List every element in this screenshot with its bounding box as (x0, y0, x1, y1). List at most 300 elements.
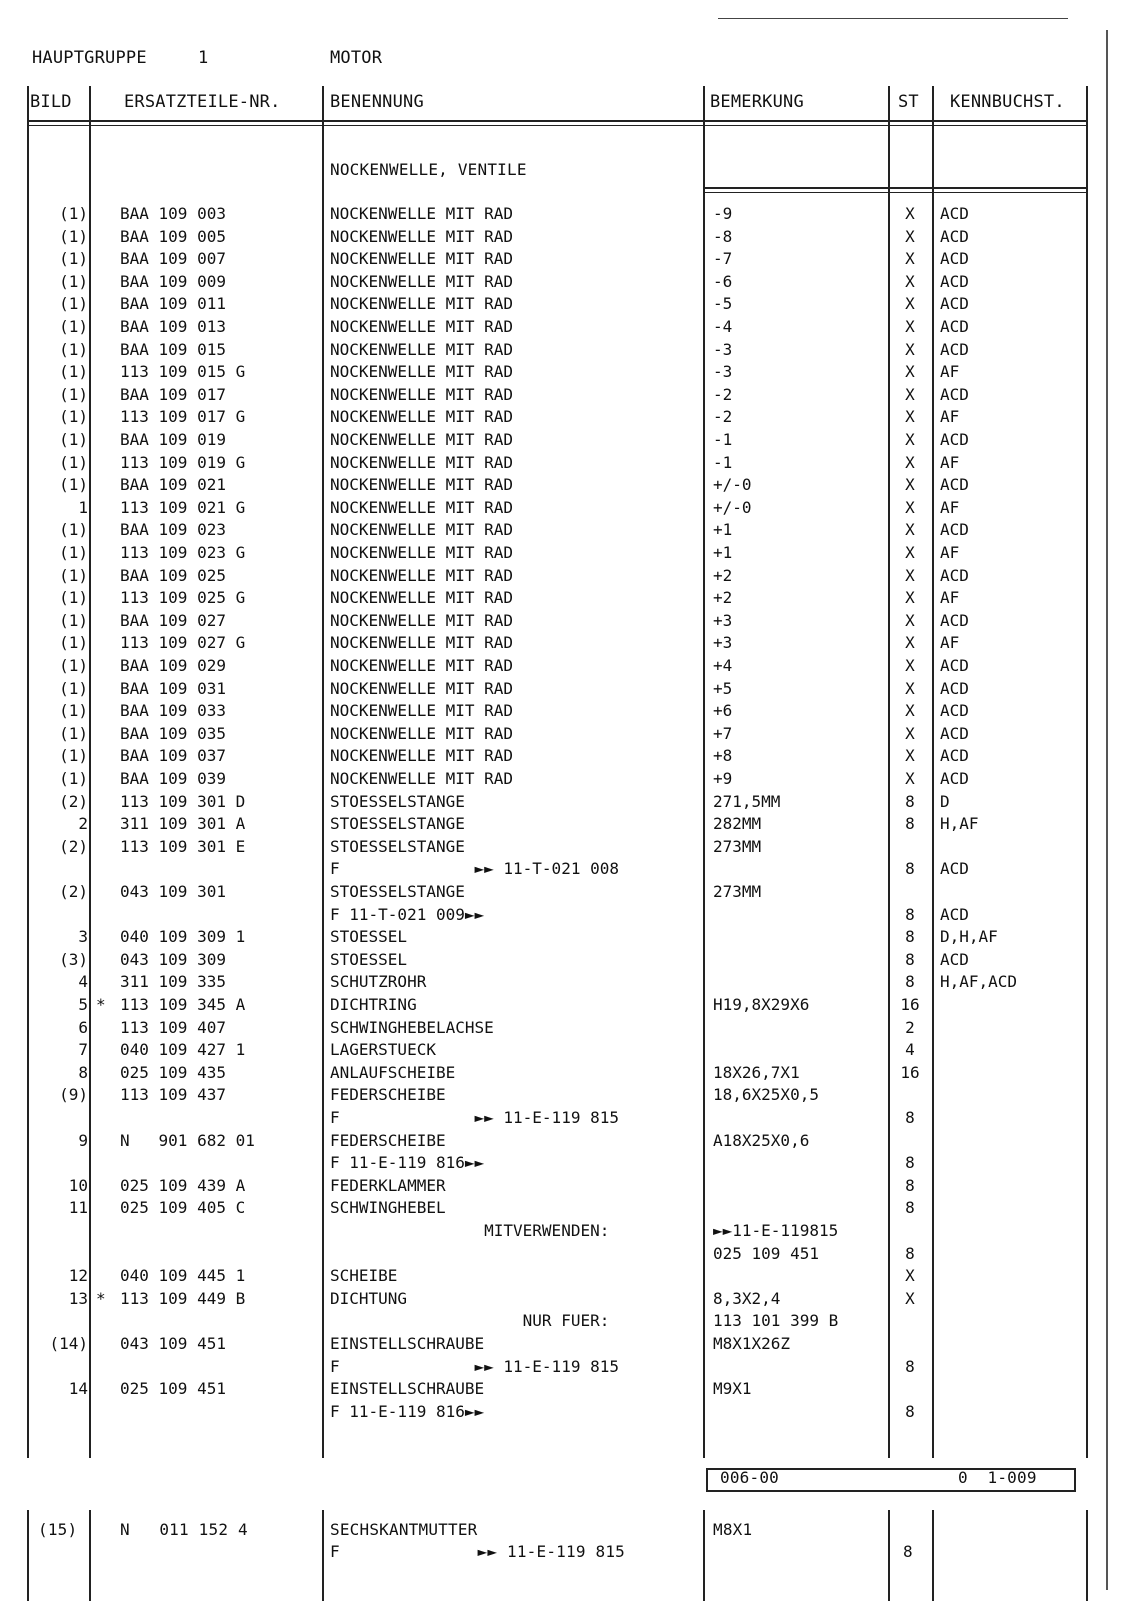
table-row (0, 1175, 1133, 1197)
row-benennung: NOCKENWELLE MIT RAD (330, 565, 514, 585)
row-part-number: BAA 109 031 (120, 678, 226, 698)
next-col-bild (89, 1510, 91, 1601)
row-benennung: F 11-E-119 816►► (330, 1401, 485, 1421)
row-kennbuchst: D (940, 791, 950, 811)
row-kennbuchst: ACD (940, 520, 969, 540)
row-bemerkung: -7 (713, 249, 733, 269)
row-bemerkung: 025 109 451 (713, 1243, 819, 1263)
next-col-bem (888, 1510, 890, 1601)
row-part-number: BAA 109 013 (120, 317, 226, 336)
row-st: X (905, 723, 915, 743)
row-benennung: STOESSELSTANGE (330, 836, 465, 856)
row-st: X (905, 610, 915, 630)
table-row (0, 474, 1133, 496)
row-bild: (1) (59, 769, 88, 788)
row-benennung: NOCKENWELLE MIT RAD (330, 723, 514, 743)
row-bild: 6 (78, 1017, 88, 1037)
row-bemerkung: M9X1 (713, 1379, 752, 1399)
row-part-number: BAA 109 037 (120, 746, 226, 766)
table-row (0, 791, 1133, 813)
row-benennung: EINSTELLSCHRAUBE (330, 1334, 485, 1353)
row-bild: 4 (78, 972, 88, 992)
row-st: X (905, 384, 915, 404)
row-bemerkung: -1 (713, 430, 733, 449)
row-bemerkung: -1 (713, 452, 733, 472)
row-bild: (1) (59, 294, 88, 314)
table-row (0, 610, 1133, 632)
row-st: X (905, 633, 915, 653)
row-part-number: 113 109 407 (120, 1017, 226, 1037)
row-benennung: F ►► 11-T-021 008 (330, 859, 619, 879)
next-col-st (932, 1510, 934, 1601)
row-part-number: N 901 682 01 (120, 1130, 255, 1150)
table-row (0, 519, 1133, 541)
row-bemerkung: -3 (713, 339, 733, 359)
row-kennbuchst: ACD (940, 249, 969, 269)
row-part-number: 113 109 023 G (120, 543, 246, 562)
row-kennbuchst: AF (940, 543, 960, 562)
row-bemerkung: +2 (713, 588, 733, 608)
next-row2-st: 8 (903, 1542, 913, 1561)
row-bild: (1) (59, 656, 88, 675)
next-row-nr: N 011 152 4 (120, 1520, 248, 1539)
row-st: 16 (900, 995, 920, 1014)
table-row (0, 678, 1133, 700)
row-bild: 9 (78, 1130, 88, 1150)
table-row (0, 1220, 1133, 1242)
row-part-number: BAA 109 003 (120, 204, 226, 223)
row-kennbuchst: D,H,AF (940, 927, 998, 947)
row-benennung: FEDERKLAMMER (330, 1175, 446, 1195)
row-bemerkung: +3 (713, 610, 733, 630)
row-benennung: NOCKENWELLE MIT RAD (330, 588, 514, 608)
row-bemerkung: +4 (713, 656, 733, 675)
row-kennbuchst: ACD (940, 204, 969, 223)
row-kennbuchst: ACD (940, 475, 969, 495)
row-benennung: NOCKENWELLE MIT RAD (330, 543, 514, 562)
row-benennung: SCHUTZROHR (330, 972, 427, 992)
table-row (0, 1197, 1133, 1219)
row-bemerkung: -2 (713, 407, 733, 427)
row-benennung: NOCKENWELLE MIT RAD (330, 362, 514, 382)
row-st: X (905, 226, 915, 246)
row-bild: 14 (68, 1379, 88, 1399)
row-bild: (1) (59, 520, 88, 540)
row-st: X (905, 588, 915, 608)
row-bild: (1) (59, 430, 88, 449)
row-part-number: BAA 109 007 (120, 249, 226, 269)
row-bild: 10 (68, 1175, 88, 1195)
row-bemerkung: 271,5MM (713, 791, 781, 811)
row-benennung: NOCKENWELLE MIT RAD (330, 769, 514, 788)
row-benennung: STOESSEL (330, 949, 408, 969)
row-bemerkung: -4 (713, 317, 733, 336)
row-benennung: FEDERSCHEIBE (330, 1085, 446, 1105)
row-part-number: 113 109 021 G (120, 497, 246, 517)
row-kennbuchst: ACD (940, 317, 969, 336)
row-bild: (1) (59, 384, 88, 404)
row-benennung: F ►► 11-E-119 815 (330, 1356, 619, 1376)
row-part-number: 043 109 451 (120, 1334, 226, 1353)
table-row (0, 1152, 1133, 1174)
row-part-number: BAA 109 035 (120, 723, 226, 743)
row-part-number: 113 109 437 (120, 1085, 226, 1105)
row-part-number: 113 109 301 D (120, 791, 246, 811)
row-benennung: NOCKENWELLE MIT RAD (330, 226, 514, 246)
row-bemerkung: M8X1X26Z (713, 1334, 791, 1353)
row-bild: (1) (59, 588, 88, 608)
row-st: X (905, 407, 915, 427)
table-row (0, 1243, 1133, 1265)
row-benennung: NOCKENWELLE MIT RAD (330, 384, 514, 404)
row-bild: (1) (59, 565, 88, 585)
row-st: X (905, 339, 915, 359)
row-bild: (1) (59, 339, 88, 359)
col-header-kb: KENNBUCHST. (950, 92, 1065, 112)
row-st: 8 (905, 814, 915, 834)
row-kennbuchst: AF (940, 588, 960, 608)
table-row (0, 1401, 1133, 1423)
table-row (0, 1356, 1133, 1378)
row-benennung: NOCKENWELLE MIT RAD (330, 610, 514, 630)
row-bemerkung: +6 (713, 701, 733, 721)
row-bemerkung: +/-0 (713, 497, 752, 517)
header-rule-top (28, 120, 1086, 122)
row-part-number: 113 109 025 G (120, 588, 246, 608)
table-row (0, 858, 1133, 880)
row-benennung: FEDERSCHEIBE (330, 1130, 446, 1150)
table-row (0, 813, 1133, 835)
table-row (0, 971, 1133, 993)
row-kennbuchst: H,AF (940, 814, 979, 834)
table-row (0, 497, 1133, 519)
row-benennung: STOESSELSTANGE (330, 791, 465, 811)
row-part-number: 113 109 449 B (120, 1288, 246, 1308)
table-row (0, 632, 1133, 654)
row-bild: (1) (59, 475, 88, 495)
row-bild: (1) (59, 226, 88, 246)
row-bild: 12 (68, 1266, 88, 1286)
row-kennbuchst: AF (940, 407, 960, 427)
row-part-number: BAA 109 039 (120, 769, 226, 788)
row-part-number: BAA 109 033 (120, 701, 226, 721)
footer-ref-left: 006-00 (720, 1468, 779, 1487)
row-bild: (1) (59, 746, 88, 766)
row-bild: 13 (68, 1288, 88, 1308)
row-bild: 1 (78, 497, 88, 517)
row-st: 8 (905, 1243, 915, 1263)
table-row (0, 1084, 1133, 1106)
row-kennbuchst: ACD (940, 271, 969, 291)
row-bild: (1) (59, 362, 88, 382)
row-bild: (1) (59, 610, 88, 630)
row-kennbuchst: H,AF,ACD (940, 972, 1018, 992)
row-part-number: BAA 109 015 (120, 339, 226, 359)
table-row (0, 926, 1133, 948)
row-st: 8 (905, 1198, 915, 1218)
row-bild: 5 (78, 995, 88, 1014)
footer-ref-right: 0 1-009 (958, 1468, 1037, 1487)
next-col-left (27, 1510, 29, 1601)
row-bemerkung: 8,3X2,4 (713, 1288, 781, 1308)
row-bemerkung: -3 (713, 362, 733, 382)
row-st: X (905, 204, 915, 223)
page-title: MOTOR (330, 48, 383, 68)
row-part-number: 043 109 309 (120, 949, 226, 969)
row-bemerkung: +/-0 (713, 475, 752, 495)
row-part-number: BAA 109 005 (120, 226, 226, 246)
row-benennung: NOCKENWELLE MIT RAD (330, 475, 514, 495)
row-bemerkung: 113 101 399 B (713, 1311, 839, 1331)
next-col-ben (703, 1510, 705, 1601)
table-row (0, 1333, 1133, 1355)
row-star: * (96, 995, 106, 1014)
row-st: X (905, 565, 915, 585)
row-bild: (1) (59, 271, 88, 291)
row-st: 4 (905, 1040, 915, 1060)
row-kennbuchst: ACD (940, 723, 969, 743)
row-part-number: 040 109 427 1 (120, 1040, 246, 1060)
table-row (0, 429, 1133, 451)
row-benennung: NOCKENWELLE MIT RAD (330, 317, 514, 336)
row-bemerkung: +3 (713, 633, 733, 653)
row-kennbuchst: ACD (940, 656, 969, 675)
row-benennung: MITVERWENDEN: (330, 1221, 610, 1240)
row-bemerkung: +1 (713, 543, 733, 562)
row-part-number: 113 109 027 G (120, 633, 246, 653)
table-row (0, 1039, 1133, 1061)
table-row (0, 339, 1133, 361)
table-row (0, 406, 1133, 428)
row-bild: (1) (59, 317, 88, 336)
table-row (0, 587, 1133, 609)
row-kennbuchst: ACD (940, 339, 969, 359)
row-kennbuchst: ACD (940, 769, 969, 788)
row-part-number: 113 109 015 G (120, 362, 246, 382)
row-part-number: 113 109 019 G (120, 452, 246, 472)
row-part-number: BAA 109 011 (120, 294, 226, 314)
hauptgruppe-label: HAUPTGRUPPE (32, 48, 147, 68)
table-row (0, 1310, 1133, 1332)
row-st: X (905, 317, 915, 336)
row-part-number: 311 109 335 (120, 972, 226, 992)
row-st: X (905, 430, 915, 449)
row-st: X (905, 1288, 915, 1308)
table-row (0, 904, 1133, 926)
row-kennbuchst: ACD (940, 859, 969, 879)
row-st: X (905, 656, 915, 675)
row-st: 8 (905, 927, 915, 947)
row-bemerkung: -5 (713, 294, 733, 314)
table-row (0, 1265, 1133, 1287)
col-header-nr: ERSATZTEILE-NR. (124, 92, 281, 112)
row-st: 8 (905, 1401, 915, 1421)
row-kennbuchst: ACD (940, 430, 969, 449)
table-row (0, 271, 1133, 293)
section-title: NOCKENWELLE, VENTILE (330, 160, 527, 179)
section-rule-top (705, 187, 1086, 189)
table-row (0, 361, 1133, 383)
row-part-number: 040 109 445 1 (120, 1266, 246, 1286)
row-st: X (905, 249, 915, 269)
col-header-benennung: BENENNUNG (330, 92, 424, 112)
table-row (0, 384, 1133, 406)
row-st: X (905, 678, 915, 698)
table-row (0, 700, 1133, 722)
row-bemerkung: +2 (713, 565, 733, 585)
table-row (0, 881, 1133, 903)
row-bemerkung: -6 (713, 271, 733, 291)
row-st: X (905, 701, 915, 721)
row-bild: (1) (59, 678, 88, 698)
row-benennung: NOCKENWELLE MIT RAD (330, 746, 514, 766)
row-benennung: SCHEIBE (330, 1266, 398, 1286)
row-kennbuchst: ACD (940, 294, 969, 314)
row-benennung: F 11-T-021 009►► (330, 904, 485, 924)
row-kennbuchst: AF (940, 452, 960, 472)
row-bild: 3 (78, 927, 88, 947)
next-row-bem: M8X1 (713, 1520, 753, 1539)
row-st: X (905, 452, 915, 472)
row-kennbuchst: AF (940, 633, 960, 653)
row-kennbuchst: ACD (940, 746, 969, 766)
row-bemerkung: +7 (713, 723, 733, 743)
row-part-number: 311 109 301 A (120, 814, 246, 834)
row-st: X (905, 543, 915, 562)
row-benennung: F 11-E-119 816►► (330, 1153, 485, 1173)
row-st: X (905, 1266, 915, 1286)
row-kennbuchst: ACD (940, 565, 969, 585)
row-part-number: BAA 109 017 (120, 384, 226, 404)
row-benennung: EINSTELLSCHRAUBE (330, 1379, 485, 1399)
section-rule-bottom (705, 192, 1086, 193)
row-bild: 11 (68, 1198, 88, 1218)
row-part-number: 025 109 435 (120, 1062, 226, 1082)
row-bemerkung: -9 (713, 204, 733, 223)
next-col-right (1086, 1510, 1088, 1601)
row-part-number: 025 109 405 C (120, 1198, 246, 1218)
row-bild: (2) (59, 791, 88, 811)
row-st: X (905, 769, 915, 788)
row-part-number: 025 109 439 A (120, 1175, 246, 1195)
row-star: * (96, 1288, 106, 1308)
row-bild: (1) (59, 701, 88, 721)
row-bild: (3) (59, 949, 88, 969)
row-st: 8 (905, 859, 915, 879)
row-bemerkung: 18X26,7X1 (713, 1062, 800, 1082)
table-row (0, 994, 1133, 1016)
top-rule (718, 18, 1068, 19)
row-bild: (2) (59, 836, 88, 856)
row-bild: 8 (78, 1062, 88, 1082)
row-benennung: NOCKENWELLE MIT RAD (330, 249, 514, 269)
row-benennung: NOCKENWELLE MIT RAD (330, 656, 514, 675)
row-benennung: NUR FUER: (330, 1311, 610, 1331)
row-bild: (1) (59, 249, 88, 269)
row-bemerkung: -2 (713, 384, 733, 404)
row-benennung: NOCKENWELLE MIT RAD (330, 294, 514, 314)
table-row (0, 745, 1133, 767)
row-st: X (905, 294, 915, 314)
table-row (0, 293, 1133, 315)
table-row (0, 248, 1133, 270)
row-bild: (1) (59, 204, 88, 223)
row-benennung: LAGERSTUECK (330, 1040, 436, 1060)
row-part-number: 043 109 301 (120, 882, 226, 901)
row-st: X (905, 520, 915, 540)
row-st: 8 (905, 1175, 915, 1195)
table-row (0, 768, 1133, 790)
row-bemerkung: +1 (713, 520, 733, 540)
col-header-st: ST (898, 92, 919, 112)
row-part-number: 040 109 309 1 (120, 927, 246, 947)
row-bild: (9) (59, 1085, 88, 1105)
row-benennung: DICHTUNG (330, 1288, 408, 1308)
row-benennung: NOCKENWELLE MIT RAD (330, 204, 514, 223)
row-bemerkung: +8 (713, 746, 733, 766)
row-bemerkung: 273MM (713, 882, 762, 901)
row-kennbuchst: AF (940, 497, 960, 517)
row-st: 2 (905, 1017, 915, 1037)
row-benennung: F ►► 11-E-119 815 (330, 1108, 619, 1127)
table-row (0, 452, 1133, 474)
table-row (0, 1130, 1133, 1152)
row-bemerkung: 273MM (713, 836, 762, 856)
col-header-bild: BILD (30, 92, 72, 112)
row-benennung: NOCKENWELLE MIT RAD (330, 701, 514, 721)
row-bild: (1) (59, 543, 88, 562)
row-bild: 2 (78, 814, 88, 834)
row-bild: (14) (49, 1334, 88, 1353)
row-st: X (905, 746, 915, 766)
row-bild: (1) (59, 407, 88, 427)
next-row-ben: SECHSKANTMUTTER (330, 1520, 478, 1539)
row-benennung: ANLAUFSCHEIBE (330, 1062, 456, 1082)
col-header-bemerkung: BEMERKUNG (710, 92, 804, 112)
header-rule-bottom (28, 125, 1086, 126)
row-st: X (905, 271, 915, 291)
row-part-number: BAA 109 029 (120, 656, 226, 675)
row-bemerkung: +5 (713, 678, 733, 698)
table-row (0, 1288, 1133, 1310)
row-st: X (905, 497, 915, 517)
row-kennbuchst: ACD (940, 678, 969, 698)
row-bild: 7 (78, 1040, 88, 1060)
table-row (0, 1062, 1133, 1084)
row-kennbuchst: ACD (940, 226, 969, 246)
row-benennung: NOCKENWELLE MIT RAD (330, 430, 514, 449)
row-kennbuchst: ACD (940, 610, 969, 630)
row-part-number: 113 109 017 G (120, 407, 246, 427)
row-kennbuchst: ACD (940, 949, 969, 969)
row-st: 16 (900, 1062, 920, 1082)
row-part-number: BAA 109 021 (120, 475, 226, 495)
row-bemerkung: +9 (713, 769, 733, 788)
row-benennung: SCHWINGHEBEL (330, 1198, 446, 1218)
row-bild: (1) (59, 633, 88, 653)
row-benennung: NOCKENWELLE MIT RAD (330, 407, 514, 427)
row-benennung: STOESSELSTANGE (330, 882, 465, 901)
row-part-number: BAA 109 027 (120, 610, 226, 630)
row-st: 8 (905, 1356, 915, 1376)
row-bemerkung: ►►11-E-119815 (713, 1221, 839, 1240)
table-row (0, 655, 1133, 677)
row-kennbuchst: ACD (940, 701, 969, 721)
table-row (0, 316, 1133, 338)
row-part-number: BAA 109 009 (120, 271, 226, 291)
row-benennung: NOCKENWELLE MIT RAD (330, 339, 514, 359)
row-st: 8 (905, 1108, 915, 1127)
